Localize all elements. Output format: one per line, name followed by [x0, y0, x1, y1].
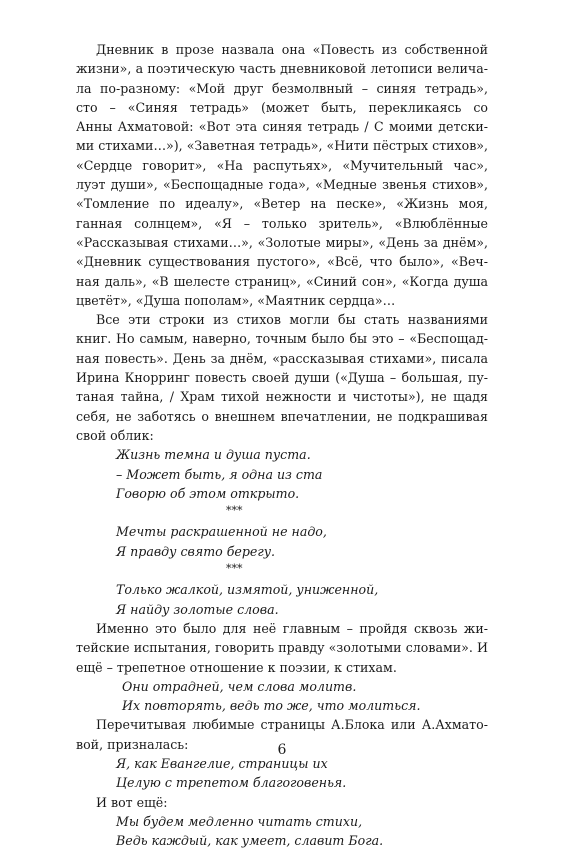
- text-line: жизни», а поэтическую часть дневниковой летописи велича-: [76, 61, 488, 77]
- verse-quote-4: [76, 812, 488, 850]
- text-line: луэт души», «Беспощадные года», «Медные звенья стихов»,: [76, 177, 488, 193]
- text-line: ещё – трепетное отношение к поэзии, к стихам.: [76, 659, 397, 675]
- text-line: Анны Ахматовой: «Вот эта синяя тетрадь / С моими детски-: [76, 119, 488, 135]
- text-line: «Томление по идеалу», «Ветер на песке», «Жизнь моя,: [76, 196, 488, 212]
- paragraph-5: [76, 793, 488, 812]
- verse-quote-2: [76, 677, 488, 716]
- text-line: сто – «Синяя тетрадь» (может быть, перекликаясь со: [76, 99, 488, 115]
- text-line: «Рассказывая стихами…», «Золотые миры», «День за днём»,: [76, 234, 488, 250]
- verse-line: Я найду золотые слова.: [116, 601, 279, 617]
- text-line: ная повесть». День за днём, «рассказывая стихами», писала: [76, 350, 488, 366]
- text-line: вой, призналась:: [76, 736, 189, 752]
- text-line: Все эти строки из стихов могли бы стать названиями: [96, 312, 488, 328]
- verse-line: Мы будем медленно читать стихи,: [116, 813, 363, 829]
- text-line: цветёт», «Душа пополам», «Маятник сердца»…: [76, 292, 396, 308]
- text-line: ми стихами…»), «Заветная тетрадь», «Нити пёстрых стихов»,: [76, 138, 488, 154]
- text-line: свой облик:: [76, 427, 154, 443]
- text-line: Ирина Кнорринг повесть своей души («Душа – большая, пу-: [76, 370, 488, 386]
- text-line: себя, не заботясь о внешнем впечатлении, не подкрашивая: [76, 408, 488, 424]
- text-line: Перечитывая любимые страницы А.Блока или А.Ахмато-: [96, 717, 488, 733]
- text-line: Дневник в прозе назвала она «Повесть из собственной: [96, 42, 488, 57]
- text-line: «Дневник существования пустого», «Всё, что было», «Веч-: [76, 254, 488, 270]
- text-line: Именно это было для неё главным – пройдя сквозь жи-: [96, 620, 488, 636]
- text-line: «Сердце говорит», «На распутьях», «Мучительный час»,: [76, 157, 488, 173]
- verse-line: Я правду свято берегу.: [116, 543, 276, 559]
- verse-quote-3: [76, 754, 488, 793]
- verse-line: – Может быть, я одна из ста: [116, 466, 323, 482]
- text-line: ная даль», «В шелесте страниц», «Синий сон», «Когда душа: [76, 273, 488, 289]
- text-line: таная тайна, / Храм тихой нежности и чистоты»), не щадя: [76, 389, 488, 405]
- verse-line: Их повторять, ведь то же, что молиться.: [122, 698, 421, 714]
- page-number: 6: [277, 742, 287, 758]
- text-line: ганная солнцем», «Я – только зритель», «Влюблённые: [76, 215, 488, 231]
- page-text: [76, 40, 488, 850]
- verse-line: Говорю об этом открыто.: [116, 485, 300, 501]
- verse-line: Целую с трепетом благоговенья.: [116, 775, 347, 791]
- text-line: книг. Но самым, наверно, точным было бы это – «Беспощад-: [76, 331, 488, 347]
- paragraph-2: [76, 310, 488, 445]
- verse-line: Жизнь темна и душа пуста.: [116, 447, 311, 463]
- verse-line: Ведь каждый, как умеет, славит Бога.: [116, 833, 384, 849]
- stanza-separator: ***: [226, 504, 243, 518]
- stanza-separator: ***: [226, 562, 243, 576]
- text-line: И вот ещё:: [96, 794, 168, 810]
- paragraph-1: [76, 40, 488, 310]
- verse-line: Они отрадней, чем слова молитв.: [122, 678, 357, 694]
- text-line: ла по-разному: «Мой друг безмолвный – синяя тетрадь»,: [76, 80, 488, 96]
- verse-line: Я, как Евангелие, страницы их: [116, 755, 328, 771]
- verse-line: Мечты раскрашенной не надо,: [116, 524, 327, 540]
- verse-quote-1: [76, 445, 488, 619]
- text-line: тейские испытания, говорить правду «золотыми словами». И: [76, 640, 488, 656]
- verse-line: Только жалкой, измятой, униженной,: [116, 582, 379, 598]
- paragraph-3: [76, 619, 488, 677]
